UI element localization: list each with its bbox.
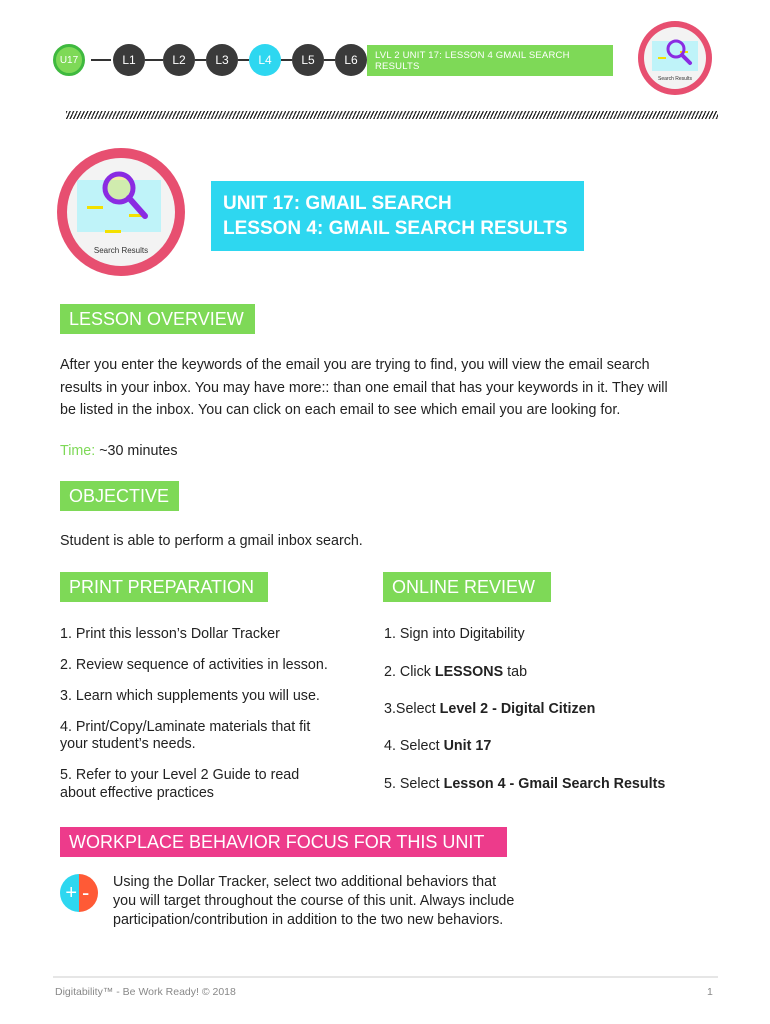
lesson-title [211,181,584,251]
online-step-4-bold: Unit 17 [443,738,492,754]
workplace-behavior-heading: WORKPLACE BEHAVIOR FOCUS FOR THIS UNIT [60,827,507,857]
list-item: 3. Learn which supplements you will use. [60,688,320,704]
workplace-behavior-text [113,873,514,930]
lesson-overview-heading: LESSON OVERVIEW [60,304,255,334]
lesson-badge-large [57,148,185,276]
list-item: your student’s needs. [60,736,196,752]
unit-pill[interactable]: U17 [53,44,85,76]
level-pill-l6[interactable]: L6 [335,44,367,76]
list-item [384,625,525,643]
workplace-line: you will target throughout the course of this unit. Always include [113,893,515,909]
list-item: 5. Refer to your Level 2 Guide to read [60,767,300,783]
plus-minus-icon: + - [60,874,98,912]
lesson-overview-text [60,354,668,422]
workplace-line: Using the Dollar Tracker, select two additional behaviors that [113,874,497,890]
online-step-2-bold: LESSONS [434,664,504,680]
objective-text: Student is able to perform a gmail inbox search. [60,533,363,549]
workplace-line: participation/contribution in addition to the two new behaviors. [113,912,504,928]
list-item [384,663,527,681]
level-pill-l3[interactable]: L3 [206,44,238,76]
time-label: Time: [60,443,96,459]
online-step-3-prefix: 3.Select [384,701,440,717]
list-item [384,775,665,793]
online-step-2-suffix: tab [503,664,528,680]
online-step-3-bold: Level 2 - Digital Citizen [439,701,596,717]
overview-line: be listed in the inbox. You can click on each email to see which email you are looking for. [60,402,621,418]
overview-line: results in your inbox. You may have more:: than one email that has your keywords in it. They will [60,379,668,396]
list-item: 1. Print this lesson’s Dollar Tracker [60,626,280,642]
badge-caption-large: Search Results [93,246,149,255]
level-navigation [53,44,367,76]
list-item: 2. Review sequence of activities in lesson. [60,657,328,673]
level-pill-l2[interactable]: L2 [163,44,195,76]
footer-copyright: Digitability™ - Be Work Ready! © 2018 [55,986,236,998]
lesson-breadcrumb: LVL 2 UNIT 17: LESSON 4 GMAIL SEARCH RESULTS [367,45,613,76]
list-item: 4. Print/Copy/Laminate materials that fit [60,719,311,735]
online-step-5-bold: Lesson 4 - Gmail Search Results [443,776,666,792]
lesson-badge-small [638,21,712,95]
print-preparation-heading: PRINT PREPARATION [60,572,268,602]
divider-hatch [66,111,718,119]
list-item [384,737,491,755]
page-number: 1 [707,986,713,998]
online-step-4-prefix: 4. Select [384,738,444,754]
list-item [384,700,595,718]
online-step-5-prefix: 5. Select [384,776,444,792]
online-review-heading: ONLINE REVIEW [383,572,551,602]
badge-caption-small: Search Results [658,76,692,82]
objective-heading: OBJECTIVE [60,481,179,511]
title-line-2: LESSON 4: GMAIL SEARCH RESULTS [223,218,568,239]
overview-line: After you enter the keywords of the email you are trying to find, you will view the email search [60,357,650,373]
online-step-1: 1. Sign into Digitability [384,626,525,642]
time-value: ~30 minutes [99,443,178,459]
online-step-2-prefix: 2. Click [384,664,435,680]
level-pill-l4[interactable]: L4 [249,44,281,76]
footer-divider [53,976,718,978]
level-pill-l5[interactable]: L5 [292,44,324,76]
level-pill-l1[interactable]: L1 [113,44,145,76]
list-item: about effective practices [60,785,214,801]
title-line-1: UNIT 17: GMAIL SEARCH [223,193,452,214]
lesson-time [60,440,178,463]
